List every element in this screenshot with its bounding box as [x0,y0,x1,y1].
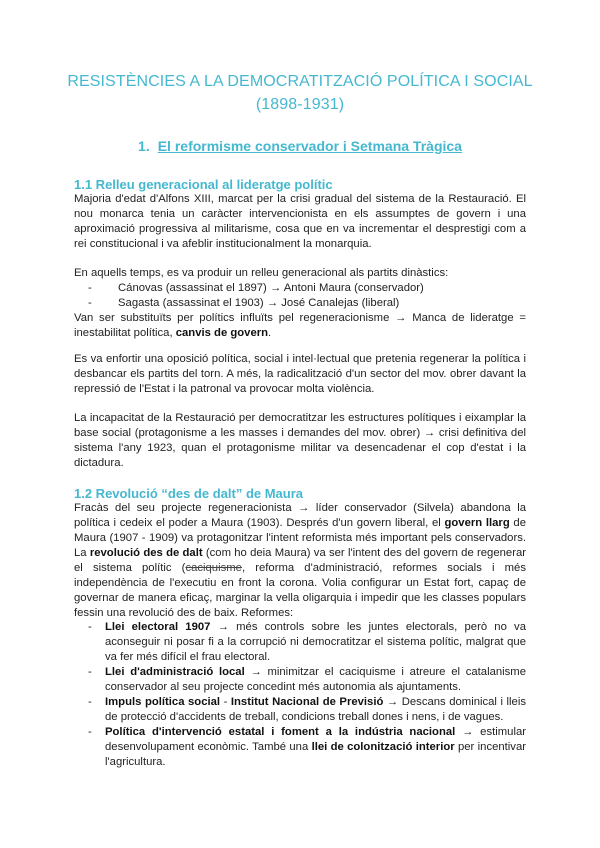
section-number: 1. [138,138,150,154]
successor-list [88,281,528,311]
list-item: - Política d'intervenció estatal i foment a la indústria nacional → estimular desenvolupament econòmic. També una llei de colonització interior per incentivar l'agricultura. [88,726,527,768]
paragraph: En aquells temps, es va produir un relleu generacional als partits dinàstics: [74,267,449,279]
subsection-heading-1-1: 1.1 Relleu generacional al lideratge polític [74,177,333,192]
list-item: - Llei electoral 1907 → més controls sobre les juntes electorals, però no va aconseguir ni posar fi a la corrupció ni democratitzar el sistema polític, malgrat que va fer més difícil el frau electoral. [88,621,526,663]
section-title [60,138,540,154]
list-item: - Cánovas (assassinat el 1897) → Antoni Maura (conservador) [88,282,424,294]
list-item: - Impuls política social - Institut Nacional de Previsió → Descans dominical i lleis de protecció d'accidents de treball, condicions treball dones i nens, i de vagues. [88,696,526,723]
list-item: - Llei d'administració local → minimitzar el caciquisme i atreure el catalanisme conservador al seu projecte concedint més autonomia als ajuntaments. [88,666,527,693]
paragraph: Van ser substituïts per polítics influïts pel regeneracionisme → Manca de lideratge = inestabilitat política, canvis de govern. [74,312,526,339]
subsection-heading-1-2: 1.2 Revolució “des de dalt” de Maura [74,486,304,501]
section-title-text: El reformisme conservador i Setmana Tràgica [157,138,462,154]
paragraph: Es va enfortir una oposició política, social i intel·lectual que pretenia regenerar la política i desbancar els partits del torn. A més, la radicalització d'un sector del mov. obrer davant la repressió de l'Estat i la patronal va provocar molta violència. [74,353,526,395]
paragraph: Majoria d'edat d'Alfons XIII, marcat per la crisi gradual del sistema de la Restauració. El nou monarca tenia un caràcter intervencionista en els assumptes de govern i una aproximació progressiva al militarisme, cosa que en va incrementar el desprestigi com a rei constitucional i va afeblir institucionalment la monarquia. [74,193,526,250]
paragraph: Fracàs del seu projecte regeneracionista → líder conservador (Silvela) abandona la política i cedeix el poder a Maura (1903). Després d'un govern liberal, el govern llarg de Maura (1907 - 1909) va protagonitzar l'intent reformista més important pels conservadors. La revolució des de dalt (com ho deia Maura) va ser l'intent des del govern de regenerar el sistema polític (caciquisme, reforma d'administració, reformes socials i més independència de l'executiu en front la corona. Volia configurar un Estat fort, capaç de governar de manera eficaç, marginar la vella oligarquia i impedir que les classes populars fessin una revolució des de baix. Reformes: [74,502,526,619]
paragraph: La incapacitat de la Restauració per democratitzar les estructures polítiques i eixamplar la base social (protagonisme a les masses i demandes del mov. obrer) → crisi definitiva del sistema l'any 1923, quan el protagonisme militar va desencadenar el cop d'estat i la dictadura. [74,412,526,469]
reforms-list [88,620,526,770]
page-title: RESISTÈNCIES A LA DEMOCRATITZACIÓ POLÍTICA I SOCIAL (1898-1931) [67,73,533,113]
list-item: - Sagasta (assassinat el 1903) → José Canalejas (liberal) [88,297,400,309]
